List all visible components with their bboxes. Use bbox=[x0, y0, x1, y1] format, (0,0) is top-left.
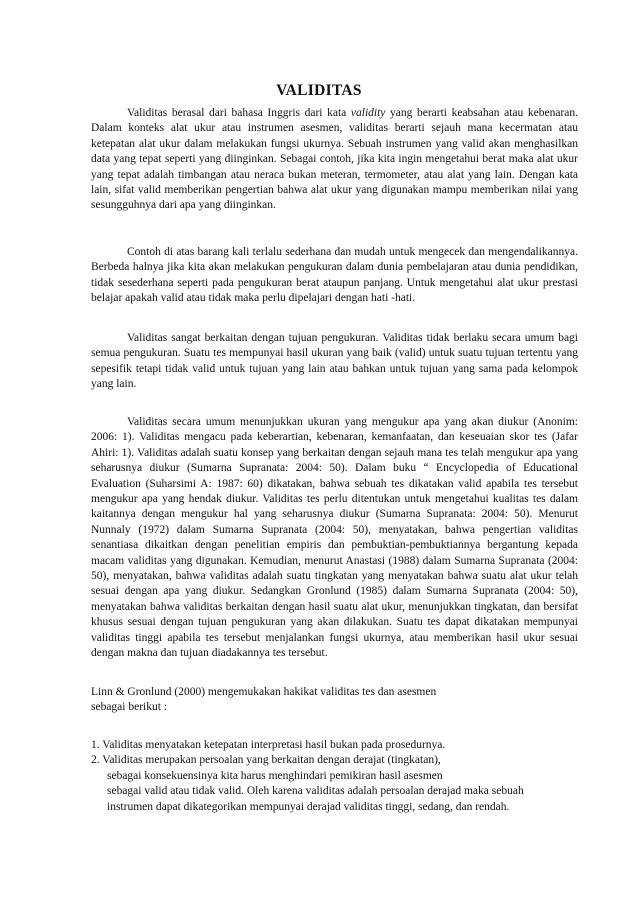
intro-line-1: Linn & Gronlund (2000) mengemukakan hakikat validitas tes dan asesmen bbox=[91, 686, 437, 698]
intro-line-2: sebagai berikut : bbox=[91, 701, 168, 713]
paragraph-2: Contoh di atas barang kali terlalu sederhana dan mudah untuk mengecek dan mengendalikannya. Berbeda halnya jika kita akan melakukan pengukuran dalam dunia pembelajaran atau dunia pendidikan, tidak sesederhana seperti pada pengukuran berat ataupun panjang. Untuk mengetahui alat ukur prestasi belajar apakah valid atau tidak maka perlu dipelajari dengan hati -hati. bbox=[91, 246, 578, 305]
paragraph-1-text-a: Validitas berasal dari bahasa Inggris dari kata bbox=[127, 107, 351, 119]
paragraph-4: Validitas secara umum menunjukkan ukuran yang mengukur apa yang akan diukur (Anonim: 2006: 1). Validitas mengacu pada keberartian, kebenaran, kemanfaatan, dan keseuaian skor tes (Jafar Ahiri: 1). Validitas adalah suatu konsep yang berkaitan dengan sejauh mana tes telah mengukur apa yang seharusnya diukur (Sumarna Supranata: 2004: 50). Dalam buku “ Encyclopedia of Educational Evaluation (Suharsimi A: 1987: 60) dikatakan, bahwa sebuah tes dikatakan valid apabila tes tersebut mengukur apa yang hendak diukur. Validitas tes perlu ditentukan untuk mengetahui kualitas tes dalam kaitannya dengan mengukur hal yang seharusnya diukur (Sumarna Supranata: 2004: 50). Menurut Nunnaly (1972) dalam Sumarna Supranata (2004: 50), menyatakan, bahwa pengertian validitas senantiasa dikaitkan dengan penelitian empiris dan pembuktian-pembuktiannya bergantung kepada macam validitas yang digunakan. Kemudian, menurut Anastasi (1988) dalam Sumarna Supranata (2004: 50), menyatakan, bahwa validitas adalah suatu tingkatan yang menyatakan bahwa suatu alat ukur telah sesuai dengan apa yang diukur. Sedangkan Gronlund (1985) dalam Sumarna Supranata (2004: 50), menyatakan bahwa validitas berkaitan dengan hasil suatu alat ukur, menunjukkan tingkatan, dan bersifat khusus sesuai dengan tujuan pengukuran yang akan dilakukan. Suatu tes dapat dikatakan mempunyai validitas tinggi apabila tes tersebut menjalankan fungsi ukurnya, atau memberikan hasil ukur sesuai dengan makna dan tujuan diadakannya tes tersebut. bbox=[91, 416, 578, 660]
list-item-1: 1. Validitas menyatakan ketepatan interpretasi hasil bukan pada prosedurnya. bbox=[91, 739, 446, 751]
list-item-2: 2. Validitas merupakan persoalan yang berkaitan dengan derajat (tingkatan), bbox=[91, 754, 441, 766]
paragraph-1-text-b: yang berarti keabsahan atau kebenaran. Dalam konteks alat ukur atau instrumen asesmen, validitas berarti sejauh mana kecermatan atau ketepatan alat ukur dalam melakukan fungsi ukurnya. Sebuah instrumen yang valid akan menghasilkan data yang tepat seperti yang diinginkan. Sebagai contoh, jika kita ingin mengetahui berat maka alat ukur yang tepat adalah timbangan atau neraca bukan meteran, termometer, atau alat yang lain. Dengan kata lain, sifat valid memberikan pengertian bahwa alat ukur yang digunakan mampu memberikan nilai yang sesungguhnya dari apa yang diinginkan. bbox=[91, 107, 578, 212]
document-title: VALIDITAS bbox=[276, 82, 362, 99]
list-item-2-line-4: instrumen dapat dikategorikan mempunyai derajad validitas tinggi, sedang, dan rendah. bbox=[107, 801, 510, 813]
list-item-2-line-3: sebagai valid atau tidak valid. Oleh karena validitas adalah persoalan derajad maka sebuah bbox=[107, 785, 524, 797]
paragraph-1-italic-term: validity bbox=[350, 107, 386, 119]
paragraph-1 bbox=[91, 106, 578, 214]
list-item-2-line-2: sebagai konsekuensinya kita harus menghindari pemikiran hasil asesmen bbox=[107, 770, 443, 782]
paragraph-3: Validitas sangat berkaitan dengan tujuan pengukuran. Validitas tidak berlaku secara umum bagi semua pengukuran. Suatu tes mempunyai hasil ukuran yang baik (valid) untuk suatu tujuan tertentu yang sepesifik tetapi tidak valid untuk tujuan yang lain atau bahkan untuk tujuan yang sama pada kelompok yang lain. bbox=[91, 332, 578, 391]
